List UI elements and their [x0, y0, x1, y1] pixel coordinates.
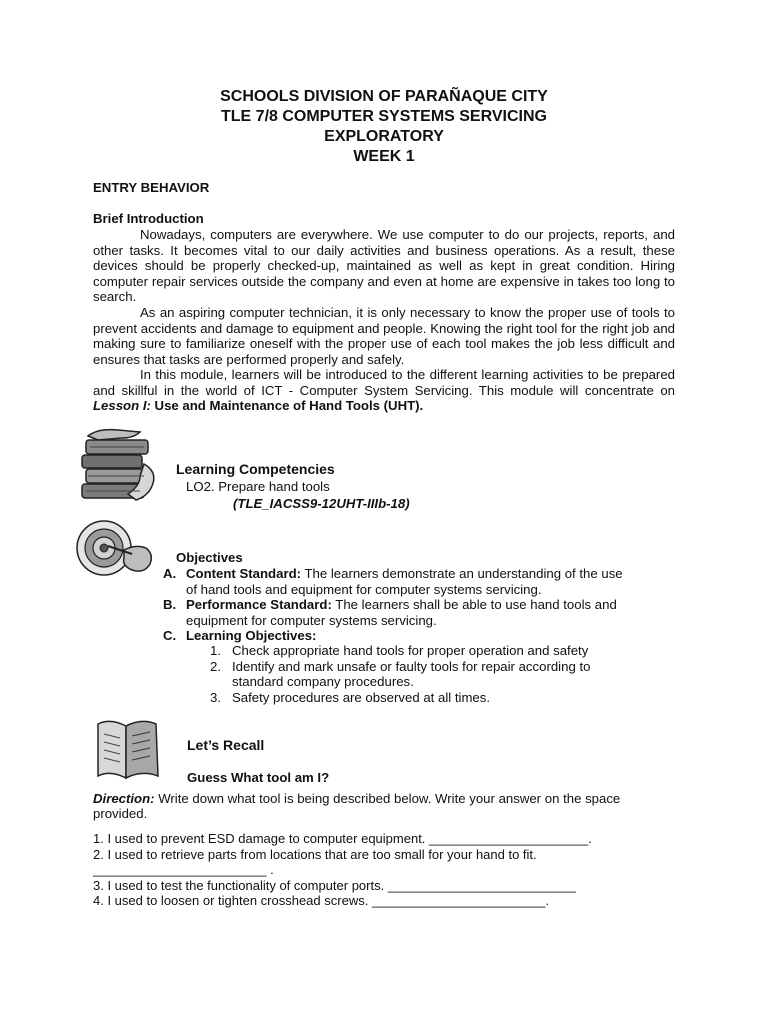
objective-b-letter: B. — [163, 597, 177, 612]
school-division-title: SCHOOLS DIVISION OF PARAÑAQUE CITY — [220, 88, 548, 105]
question-2-blank: ________________________ . — [93, 862, 274, 877]
competencies-heading: Learning Competencies — [176, 461, 335, 477]
guess-tool-heading: Guess What tool am I? — [187, 770, 330, 785]
objective-a-letter: A. — [163, 566, 177, 581]
course-title: TLE 7/8 COMPUTER SYSTEMS SERVICING — [221, 108, 547, 125]
objective-c-letter: C. — [163, 628, 177, 643]
week-label: WEEK 1 — [353, 148, 415, 165]
competency-lo: LO2. Prepare hand tools — [186, 479, 330, 494]
performance-standard-text-1: The learners shall be able to use hand tools and — [331, 597, 617, 612]
list-item-continued: standard company procedures. — [232, 674, 414, 689]
list-item-number: 2. — [210, 659, 221, 674]
open-book-icon — [92, 716, 164, 786]
brief-intro-heading: Brief Introduction — [93, 211, 204, 226]
direction-text-1: Write down what tool is being described below. Write your answer on the space — [154, 791, 621, 806]
lets-recall-heading: Let’s Recall — [187, 737, 265, 753]
objective-a — [163, 566, 176, 582]
intro-paragraph-1: Nowadays, computers are everywhere. We use computer to do our projects, reports, and other tasks. It becomes vital to our daily activities and business operations. As a result, these devices should be properly checked-up, maintained as well as kept in great condition. Hiring computer repair services outside the company and even at home are expensive in takes too long to search. — [93, 227, 675, 305]
content-standard-label: Content Standard: — [186, 566, 302, 581]
direction-label: Direction: — [93, 791, 155, 806]
question-2: 2. I used to retrieve parts from locations that are too small for your hand to fit. — [93, 847, 537, 862]
list-item: Check appropriate hand tools for proper operation and safety — [232, 643, 589, 658]
list-item-number: 3. — [210, 690, 221, 705]
learning-objectives-label: Learning Objectives: — [186, 628, 317, 643]
list-item: Safety procedures are observed at all times. — [232, 690, 491, 705]
intro-p3-start: In this module, learners will be introduced to the different learning activities to be prepared and skillful in the world of ICT - Computer System Servicing. This module will concentrate on — [93, 367, 675, 398]
performance-standard-text-2: equipment for computer systems servicing. — [186, 613, 437, 628]
question-1: 1. I used to prevent ESD damage to computer equipment. ______________________. — [93, 831, 592, 846]
intro-paragraph-3 — [93, 367, 675, 414]
question-3: 3. I used to test the functionality of computer ports. __________________________ — [93, 878, 576, 893]
direction-line1 — [93, 791, 620, 807]
lesson-label: Lesson I: — [93, 398, 151, 414]
course-type: EXPLORATORY — [324, 128, 444, 145]
content-standard-text-2: of hand tools and equipment for computer systems servicing. — [186, 582, 542, 597]
list-item: Identify and mark unsafe or faulty tools for repair according to — [232, 659, 591, 674]
objectives-heading: Objectives — [176, 550, 243, 565]
objective-a-line1 — [186, 566, 623, 582]
list-item-number: 1. — [210, 643, 221, 658]
objective-b-line1 — [186, 597, 617, 613]
performance-standard-label: Performance Standard: — [186, 597, 332, 612]
target-icon — [74, 518, 158, 580]
competency-code: (TLE_IACSS9-12UHT-IIIb-18) — [233, 496, 410, 511]
question-4: 4. I used to loosen or tighten crosshead screws. ________________________. — [93, 893, 550, 908]
lesson-title: Use and Maintenance of Hand Tools (UHT). — [150, 398, 424, 414]
direction-text-2: provided. — [93, 806, 148, 821]
books-icon — [78, 424, 162, 514]
content-standard-text-1: The learners demonstrate an understanding of the use — [301, 566, 623, 581]
intro-paragraph-2: As an aspiring computer technician, it is only necessary to know the proper use of tools to prevent accidents and damage to equipment and people. Knowing the right tool for the right job and making sure to familiarize oneself with the proper use of each tool makes the job less difficult and ensures that tasks are performed properly and safely. — [93, 305, 675, 367]
entry-behavior-heading: ENTRY BEHAVIOR — [93, 180, 210, 195]
